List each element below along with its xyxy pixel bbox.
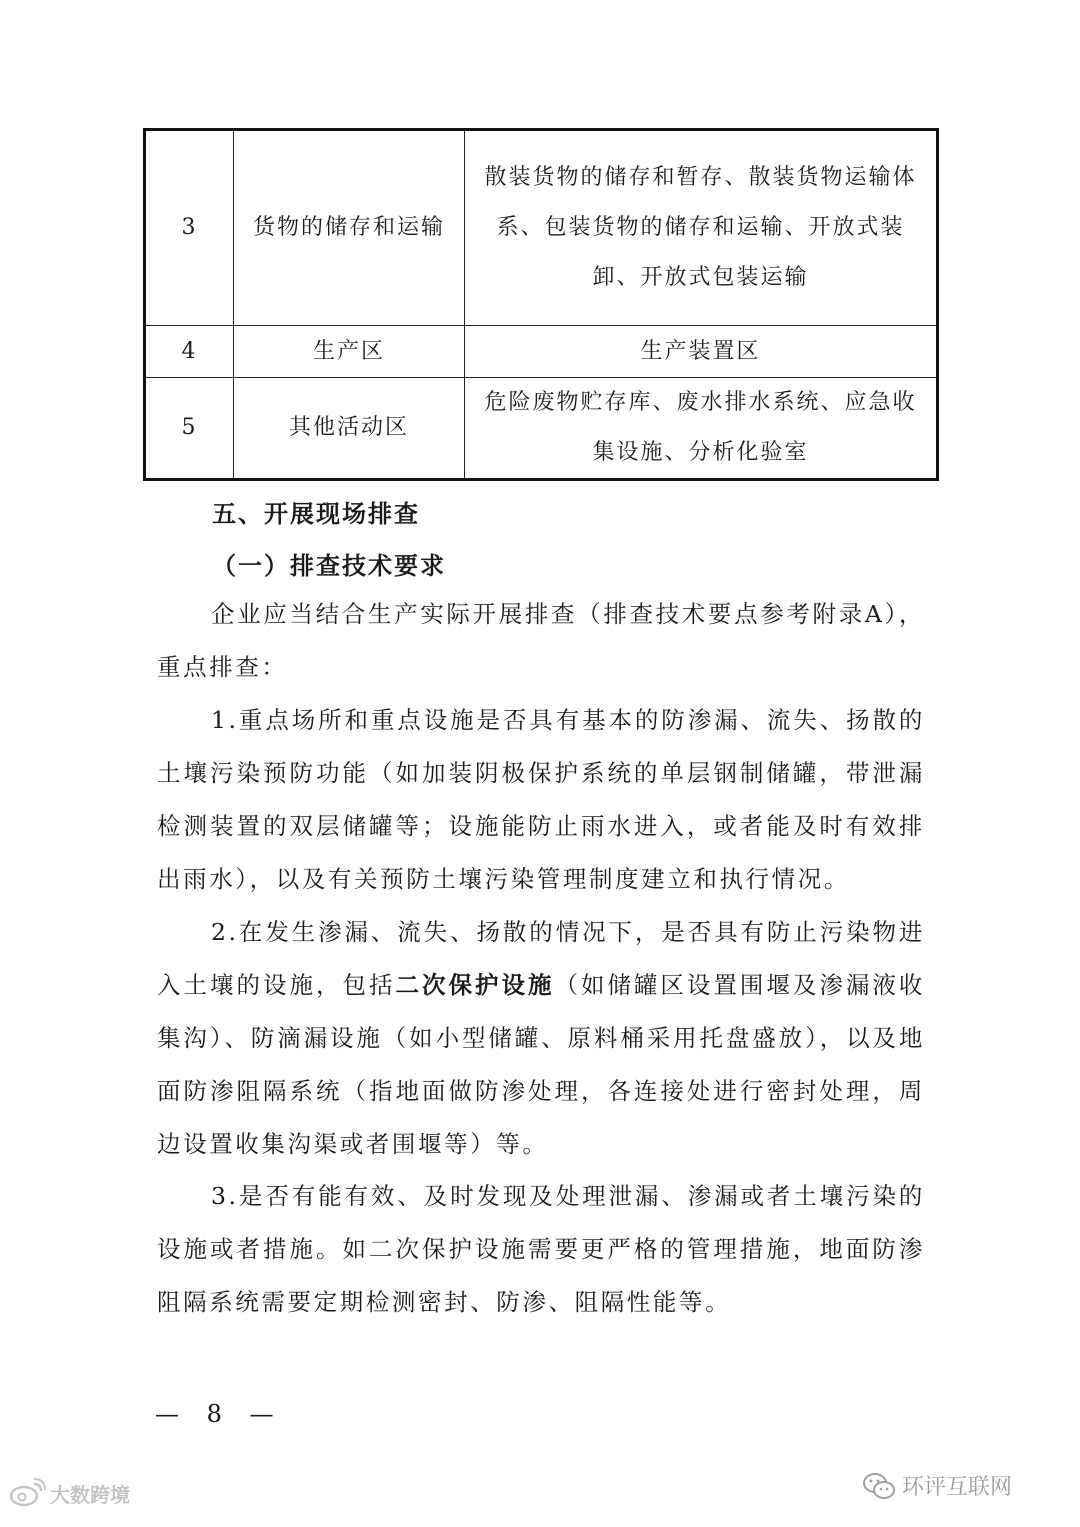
page-number: — 8 — [155, 1400, 284, 1428]
table-row [145, 326, 938, 378]
wechat-icon [862, 1471, 896, 1501]
table-row [145, 378, 938, 480]
watermark-left [8, 1478, 130, 1508]
item-2-text-a: 2.在发生渗漏、流失、扬散的情况下，是否具有防止污染物进入土壤的设施，包括 [157, 918, 925, 999]
watermark-right [862, 1470, 1012, 1501]
watermark-right-text: 环评互联网 [902, 1475, 1013, 1500]
area-detail: 危险废物贮存库、废水排水系统、应急收集设施、分析化验室 [465, 378, 938, 480]
area-detail: 散装货物的储存和暂存、散装货物运输体系、包装货物的储存和运输、开放式装卸、开放式包装运输 [465, 130, 938, 326]
intro-paragraph: 企业应当结合生产实际开展排查（排查技术要点参考附录A），重点排查： [157, 600, 925, 681]
item-2-paragraph [157, 906, 925, 1171]
area-name: 货物的储存和运输 [234, 130, 465, 326]
section-heading: 五、开展现场排查 [212, 500, 420, 528]
item-2-text-b: （如储罐区设置围堰及渗漏液收集沟）、防滴漏设施（如小型储罐、原料桶采用托盘盛放），以及地面防渗阻隔系统（指地面做防渗处理，各连接处进行密封处理，周边设置收集沟渠或者围堰等）等。 [157, 971, 925, 1158]
weibo-logo-icon [8, 1478, 46, 1508]
area-detail: 生产装置区 [465, 326, 938, 378]
area-name: 生产区 [234, 326, 465, 378]
item-2-bold-term: 二次保护设施 [395, 971, 555, 999]
item-3-paragraph: 3.是否有能有效、及时发现及处理泄漏、渗漏或者土壤污染的设施或者措施。如二次保护设施需要更严格的管理措施，地面防渗阻隔系统需要定期检测密封、防渗、阻隔性能等。 [157, 1182, 925, 1316]
area-table [143, 128, 939, 481]
row-number: 4 [145, 326, 234, 378]
subsection-heading: （一）排查技术要求 [212, 551, 446, 580]
area-name: 其他活动区 [234, 378, 465, 480]
table-row [145, 130, 938, 326]
watermark-left-text: 大数跨境 [50, 1482, 130, 1507]
item-1-paragraph: 1.重点场所和重点设施是否具有基本的防渗漏、流失、扬散的土壤污染预防功能（如加装阴极保护系统的单层钢制储罐，带泄漏检测装置的双层储罐等；设施能防止雨水进入，或者能及时有效排出雨水），以及有关预防土壤污染管理制度建立和执行情况。 [157, 706, 925, 893]
row-number: 3 [145, 130, 234, 326]
row-number: 5 [145, 378, 234, 480]
